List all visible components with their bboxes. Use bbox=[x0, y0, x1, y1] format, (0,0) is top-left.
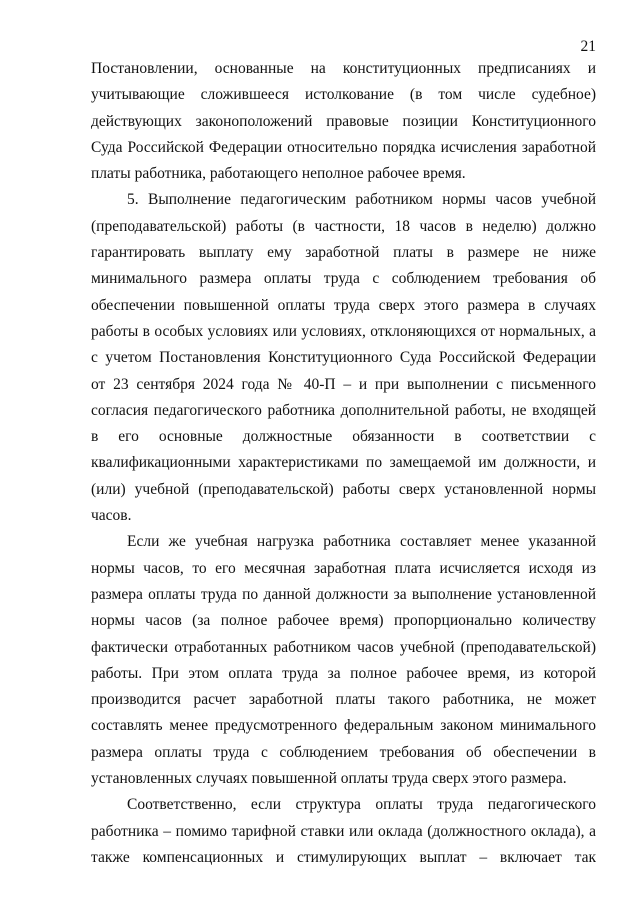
text-line: работника – помимо тарифной ставки или оклада (должностного оклада), а bbox=[91, 822, 596, 840]
text-line: минимального размера оплаты труда с соблюдением требования об bbox=[91, 270, 596, 288]
text-line: с учетом Постановления Конституционного Суда Российской Федерации bbox=[91, 349, 596, 367]
text-line: учитывающие сложившееся истолкование (в том числе судебное) bbox=[91, 86, 596, 104]
text-line: работы в особых условиях или условиях, отклоняющихся от нормальных, а bbox=[91, 322, 596, 340]
text-line: фактически отработанных работником часов учебной (преподавательской) bbox=[91, 638, 596, 656]
text-line: также компенсационных и стимулирующих выплат – включает так bbox=[91, 848, 596, 866]
text-line: Постановлении, основанные на конституционных предписаниях и bbox=[91, 60, 596, 77]
page-number: 21 bbox=[580, 38, 596, 55]
text-line: гарантировать выплату ему заработной платы в размере не ниже bbox=[91, 244, 596, 262]
text-line: обеспечении повышенной оплаты труда сверх этого размера в случаях bbox=[91, 296, 596, 314]
text-line: производится расчет заработной платы такого работника, не может bbox=[91, 691, 596, 709]
text-line: работы. При этом оплата труда за полное рабочее время, из которой bbox=[91, 664, 596, 682]
paragraph bbox=[91, 529, 596, 792]
text-line: нормы часов, то его месячная заработная плата исчисляется исходя из bbox=[91, 559, 596, 577]
text-line: квалификационными характеристиками по замещаемой им должности, и bbox=[91, 454, 596, 472]
text-line: действующих законоположений правовые позиции Конституционного bbox=[91, 112, 596, 130]
text-line: установленных случаях повышенной оплаты труда сверх этого размера. bbox=[91, 770, 567, 788]
paragraph bbox=[91, 187, 596, 529]
text-line: размера оплаты труда по данной должности за выполнение установленной bbox=[91, 585, 596, 603]
text-line: часов. bbox=[91, 507, 132, 525]
text-line: составлять менее предусмотренного федеральным законом минимального bbox=[91, 717, 596, 735]
paragraph bbox=[91, 792, 596, 871]
text-line: Если же учебная нагрузка работника составляет менее указанной bbox=[127, 533, 596, 551]
text-line: от 23 сентября 2024 года № 40-П – и при выполнении с письменного bbox=[91, 375, 596, 393]
text-line: Суда Российской Федерации относительно порядка исчисления заработной bbox=[91, 138, 596, 156]
text-line: (или) учебной (преподавательской) работы сверх установленной нормы bbox=[91, 480, 596, 498]
text-line: Соответственно, если структура оплаты труда педагогического bbox=[127, 796, 596, 814]
document-body bbox=[91, 56, 596, 871]
text-line: 5. Выполнение педагогическим работником нормы часов учебной bbox=[127, 191, 596, 209]
text-line: согласия педагогического работника дополнительной работы, не входящей bbox=[91, 401, 596, 419]
text-line: (преподавательской) работы (в частности, 18 часов в неделю) должно bbox=[91, 217, 596, 235]
text-line: нормы часов (за полное рабочее время) пропорционально количеству bbox=[91, 612, 596, 630]
text-line: в его основные должностные обязанности в соответствии с bbox=[91, 428, 596, 446]
text-line: платы работника, работающего неполное рабочее время. bbox=[91, 165, 466, 183]
text-line: размера оплаты труда с соблюдением требования об обеспечении в bbox=[91, 743, 596, 761]
paragraph bbox=[91, 56, 596, 187]
